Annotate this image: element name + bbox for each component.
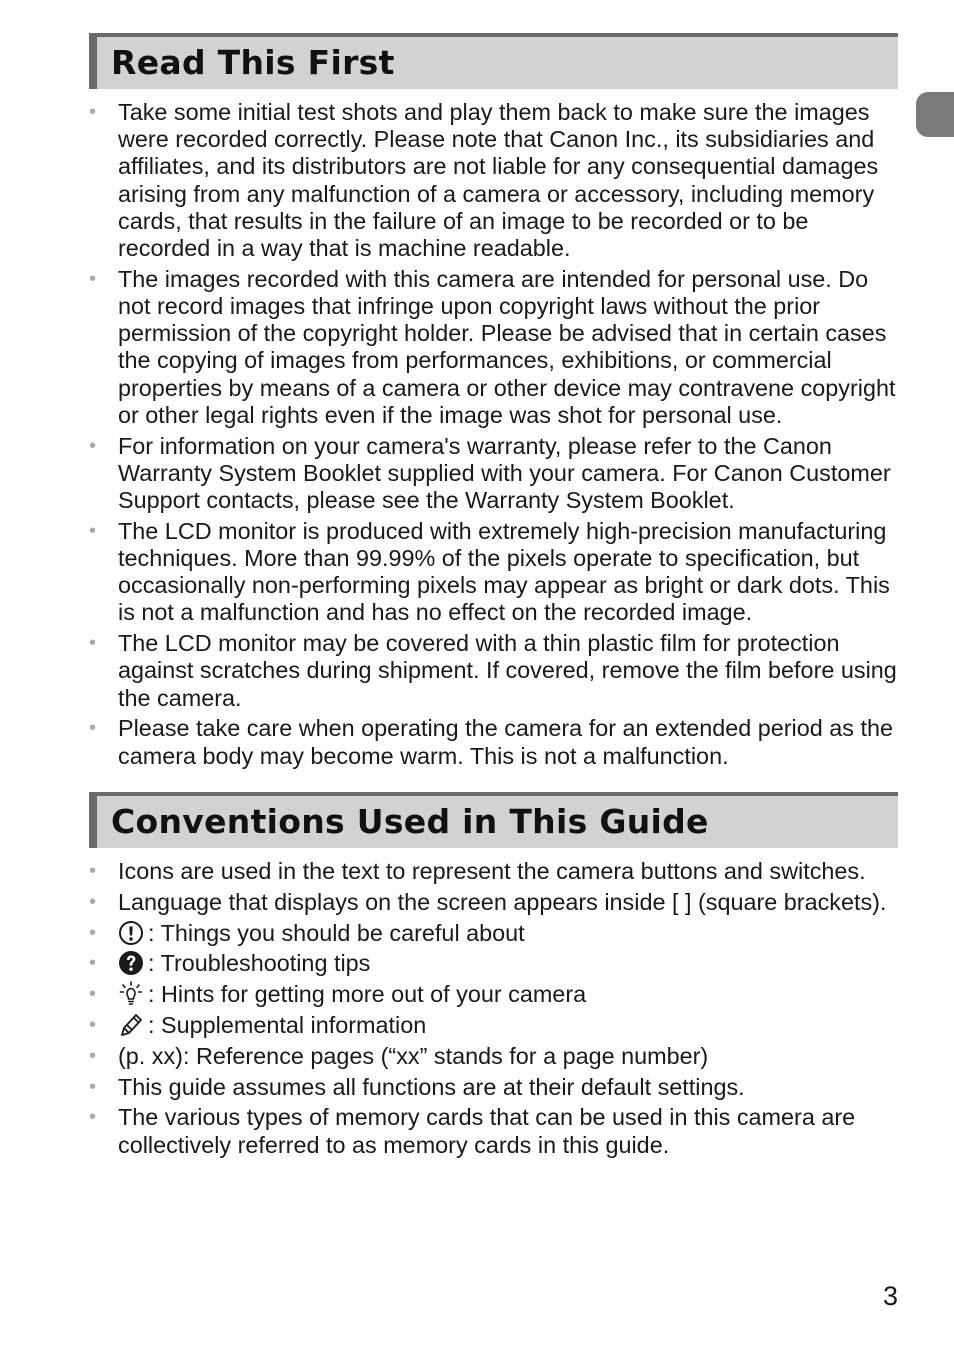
list-item: • Please take care when operating the camera for an extended period as the camera body may become warm. This is not a malfunction. — [89, 715, 901, 769]
section-title: Conventions Used in This Guide — [111, 802, 709, 841]
list-item: • The various types of memory cards that can be used in this camera are collectively referred to as memory cards in this guide. — [89, 1104, 901, 1158]
list-item-troubleshooting — [89, 950, 901, 977]
page-number: 3 — [882, 1281, 898, 1311]
supplemental-label: : Supplemental information — [148, 1011, 427, 1038]
section-header-conventions — [89, 792, 898, 848]
list-item: • Take some initial test shots and play them back to make sure the images were recorded correctly. Please note that Canon Inc., its subsidiaries and affiliates, and its distributors are not liable for any consequential damages arising from any malfunction of a camera or accessory, including memory cards, that results in the failure of an image to be recorded or to be recorded in a way that is machine readable. — [89, 99, 901, 262]
hints-label: : Hints for getting more out of your camera — [148, 981, 587, 1008]
troubleshooting-label: : Troubleshooting tips — [148, 950, 371, 977]
list-item: • Language that displays on the screen appears inside [ ] (square brackets). — [89, 889, 901, 916]
read-this-first-list — [89, 99, 901, 773]
chapter-tab — [916, 92, 954, 137]
caution-icon — [118, 920, 144, 946]
list-item: • The images recorded with this camera are intended for personal use. Do not record images that infringe upon copyright laws without the prior permission of the copyright holder. Please be advised that in certain cases the copying of images from performances, exhibitions, or commercial properties by means of a camera or other device may contravene copyright or other legal rights even if the image was shot for personal use. — [89, 266, 901, 429]
list-item: • This guide assumes all functions are at their default settings. — [89, 1074, 901, 1101]
list-item: • (p. xx): Reference pages (“xx” stands for a page number) — [89, 1043, 901, 1070]
list-item: • For information on your camera's warranty, please refer to the Canon Warranty System Booklet supplied with your camera. For Canon Customer Support contacts, please see the Warranty System Booklet. — [89, 433, 901, 515]
section-title: Read This First — [111, 43, 395, 82]
lightbulb-icon — [118, 981, 144, 1007]
list-item: • The LCD monitor is produced with extremely high-precision manufacturing techniques. More than 99.99% of the pixels operate to specification, but occasionally non-performing pixels may appear as bright or dark dots. This is not a malfunction and has no effect on the recorded image. — [89, 518, 901, 627]
list-item-hints — [89, 981, 901, 1008]
list-item: • The LCD monitor may be covered with a thin plastic film for protection against scratches during shipment. If covered, remove the film before using the camera. — [89, 630, 901, 712]
list-item-supplemental — [89, 1012, 901, 1039]
list-item-caution — [89, 920, 901, 947]
conventions-list — [89, 858, 901, 1162]
list-item: • Icons are used in the text to represent the camera buttons and switches. — [89, 858, 901, 885]
caution-label: : Things you should be careful about — [148, 919, 525, 946]
pencil-icon — [118, 1012, 144, 1038]
question-icon — [118, 950, 144, 976]
section-header-read-this-first — [89, 33, 898, 89]
